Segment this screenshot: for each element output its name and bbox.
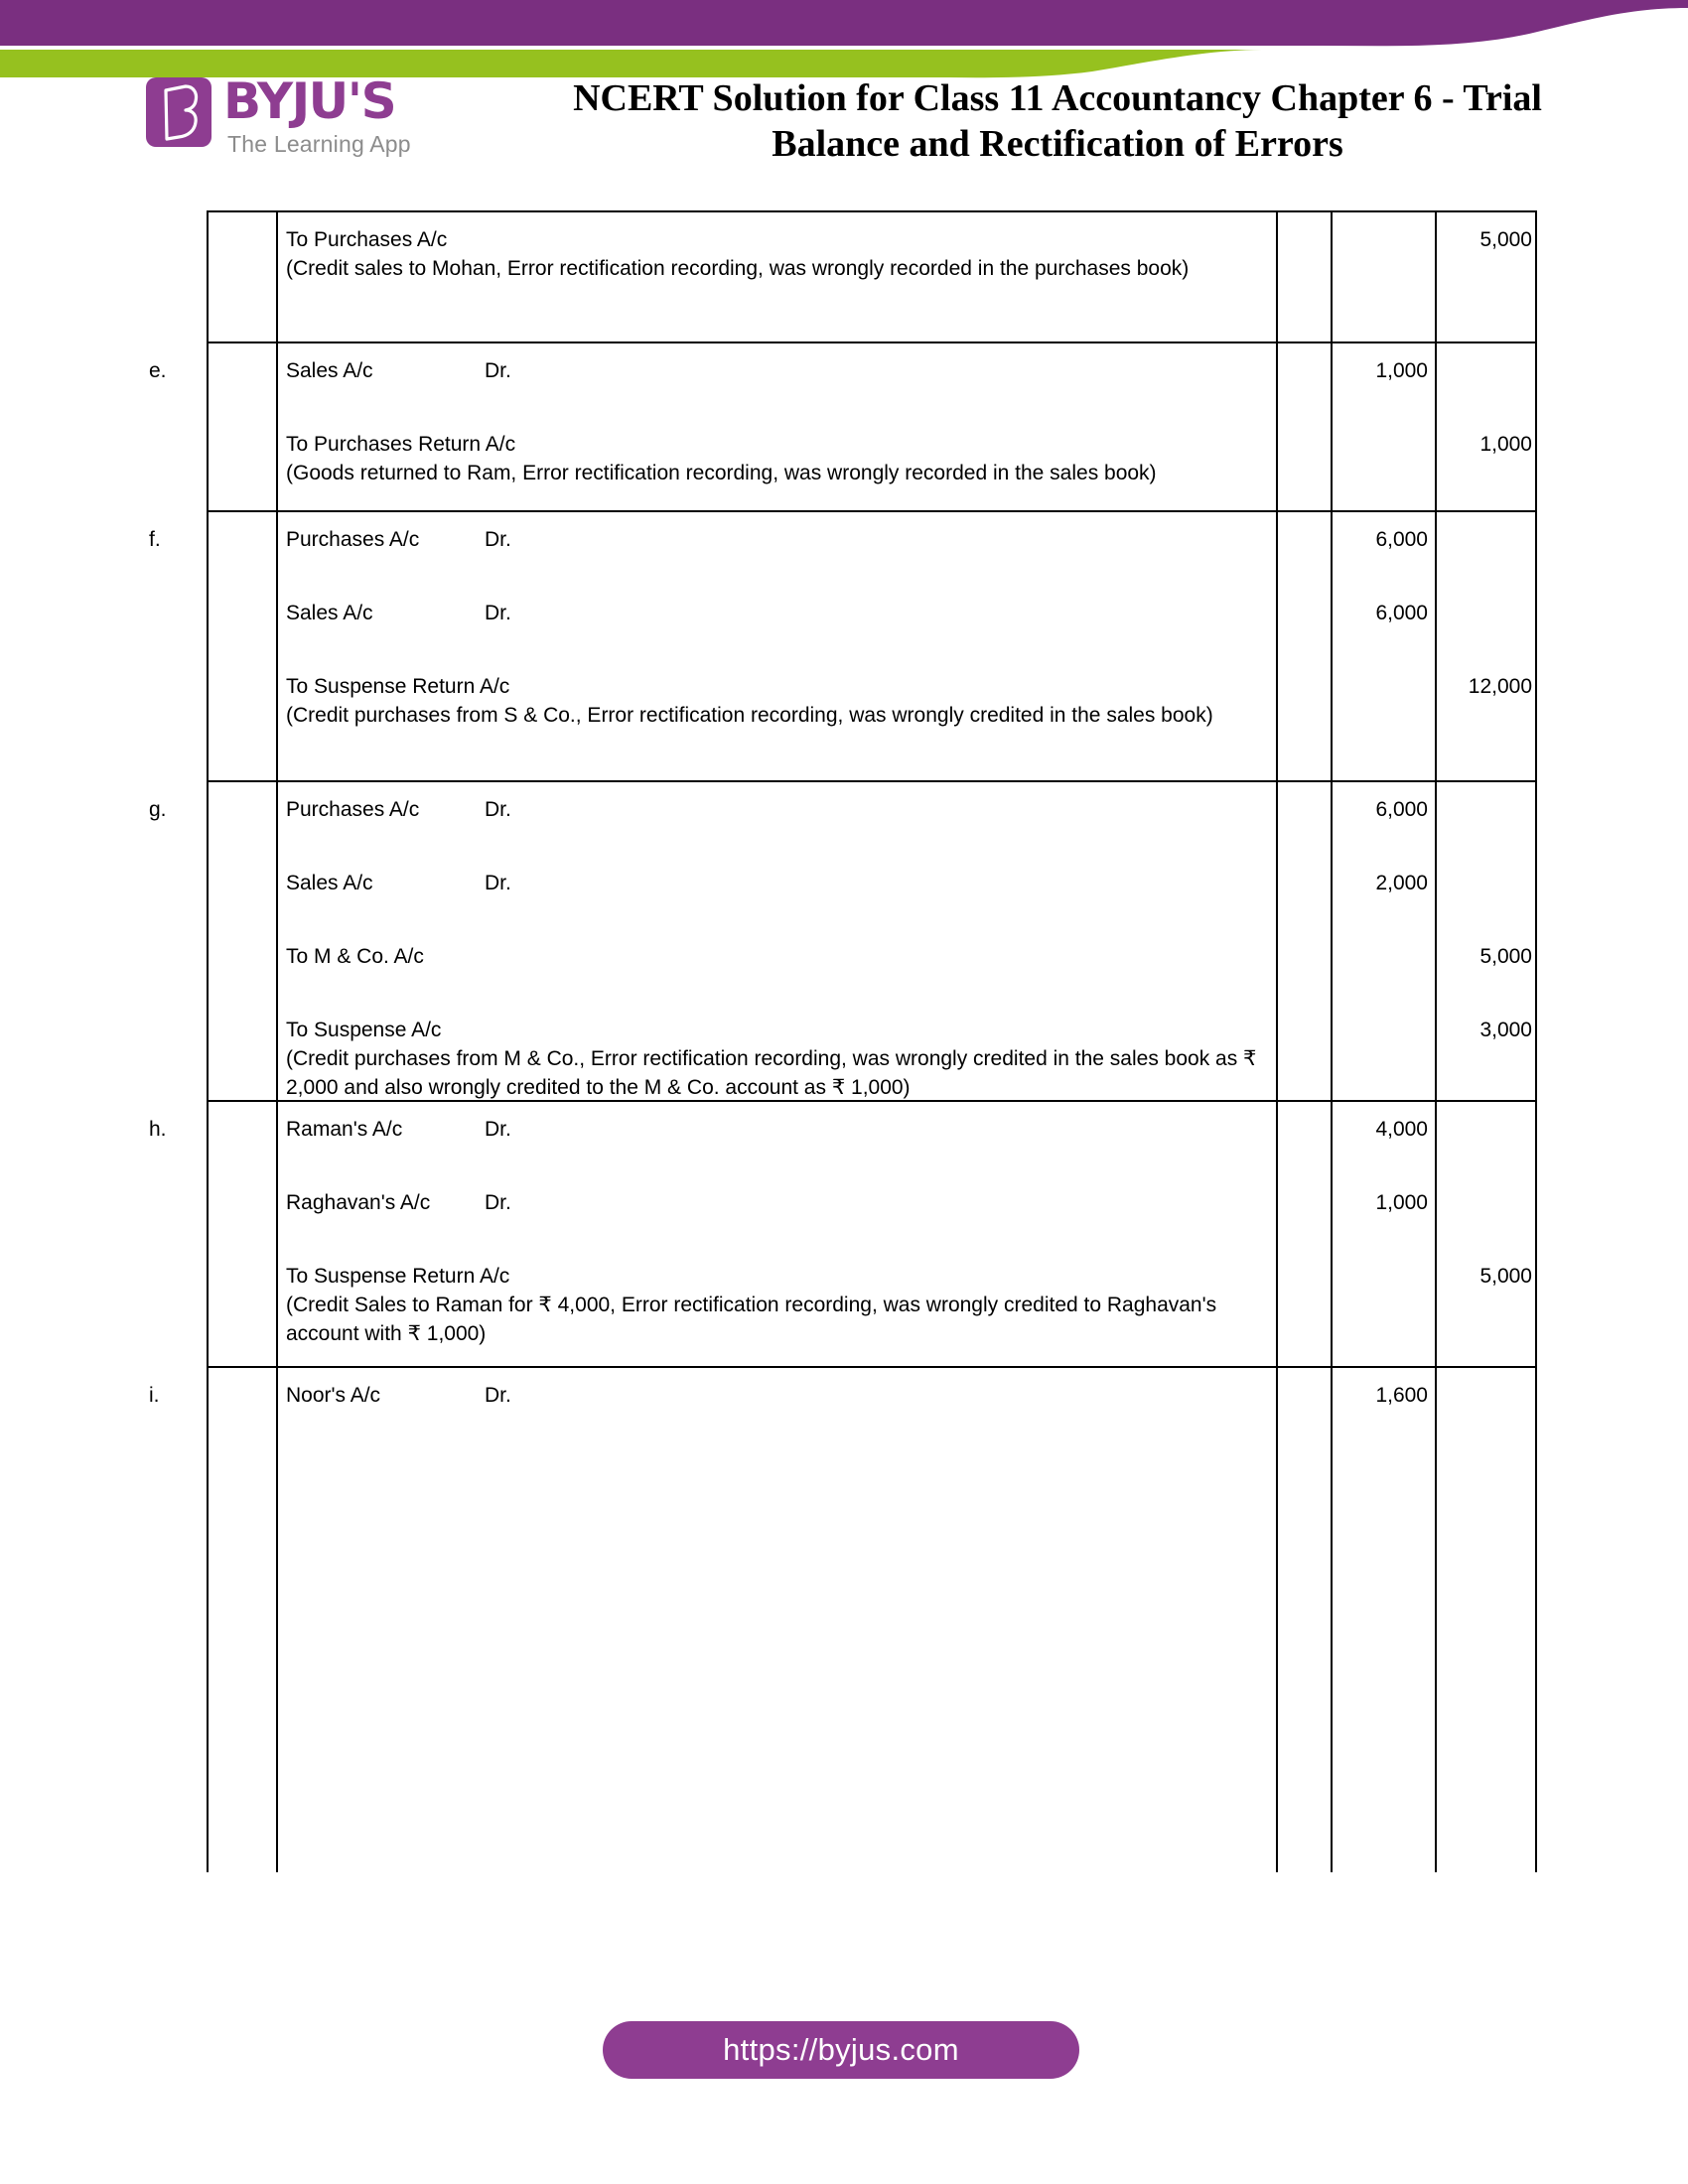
journal-entry	[286, 1263, 1267, 1349]
journal-entry-account-line	[286, 357, 1267, 386]
journal-dr-marker: Dr.	[485, 872, 511, 894]
journal-row	[149, 1100, 1535, 1366]
journal-credit-amount: 3,000	[1479, 1019, 1532, 1041]
journal-row	[149, 341, 1535, 510]
journal-debit-amount: 1,000	[1375, 1191, 1428, 1214]
byjus-logo	[146, 72, 434, 167]
journal-credit-amount: 5,000	[1479, 945, 1532, 968]
journal-entry	[286, 431, 1267, 488]
journal-debit-amount: 2,000	[1375, 872, 1428, 894]
journal-credit-amount: 12,000	[1468, 675, 1532, 698]
journal-dr-marker: Dr.	[485, 602, 511, 624]
journal-entry-account-line	[286, 1382, 1267, 1411]
journal-debit-amount: 4,000	[1375, 1118, 1428, 1141]
journal-account-name: Purchases A/c	[286, 798, 420, 821]
journal-dr-marker: Dr.	[485, 1118, 511, 1141]
journal-row-letter: g.	[149, 798, 167, 821]
journal-entry-account-line	[286, 526, 1267, 555]
logo-tagline: The Learning App	[227, 131, 411, 157]
journal-credit-amount: 1,000	[1479, 433, 1532, 456]
journal-entry	[286, 673, 1267, 731]
journal-account-name: Purchases A/c	[286, 528, 420, 551]
journal-debit-amount: 1,600	[1375, 1384, 1428, 1407]
journal-entry-account-line	[286, 600, 1267, 628]
page-title-line2: Balance and Rectification of Errors	[772, 123, 1343, 166]
byjus-b-mark-icon	[146, 77, 211, 147]
journal-account-name: Sales A/c	[286, 602, 373, 624]
journal-row-letter: i.	[149, 1384, 160, 1407]
journal-row	[149, 780, 1535, 1100]
journal-entry	[286, 526, 1267, 555]
journal-row	[209, 210, 1535, 341]
journal-credit-amount: 5,000	[1479, 1265, 1532, 1288]
journal-debit-amount: 6,000	[1375, 602, 1428, 624]
journal-narration: (Credit sales to Mohan, Error rectification recording, was wrongly recorded in the purchases book)	[286, 256, 1190, 280]
journal-row	[149, 510, 1535, 780]
journal-entry	[286, 1382, 1267, 1411]
journal-account-name: Sales A/c	[286, 872, 373, 894]
journal-entry-account-line	[286, 1116, 1267, 1145]
journal-account-name: To Purchases Return A/c	[286, 433, 516, 456]
footer-website-url[interactable]: https://byjus.com	[603, 2021, 1079, 2079]
journal-row	[149, 1366, 1535, 1467]
journal-entry-account-line	[286, 226, 1267, 255]
journal-row-letter: h.	[149, 1118, 167, 1141]
journal-account-name: To Suspense A/c	[286, 1019, 442, 1041]
journal-entry-account-line	[286, 1263, 1267, 1292]
journal-account-name: To Suspense Return A/c	[286, 675, 510, 698]
journal-entry-account-line	[286, 796, 1267, 825]
journal-entry	[286, 1116, 1267, 1145]
journal-entry-account-line	[286, 1189, 1267, 1218]
journal-entry-account-line	[286, 431, 1267, 460]
journal-dr-marker: Dr.	[485, 798, 511, 821]
journal-row-letter: f.	[149, 528, 161, 551]
journal-account-name: Raghavan's A/c	[286, 1191, 431, 1214]
purple-band-shape	[0, 0, 1688, 46]
journal-account-name: To M & Co. A/c	[286, 945, 424, 968]
journal-dr-marker: Dr.	[485, 528, 511, 551]
page-title	[457, 75, 1658, 168]
journal-dr-marker: Dr.	[485, 1384, 511, 1407]
journal-entry	[286, 357, 1267, 386]
journal-account-name: Sales A/c	[286, 359, 373, 382]
journal-dr-marker: Dr.	[485, 1191, 511, 1214]
journal-account-name: To Suspense Return A/c	[286, 1265, 510, 1288]
journal-credit-amount: 5,000	[1479, 228, 1532, 251]
journal-row-letter: e.	[149, 359, 167, 382]
journal-entry-account-line	[286, 1017, 1267, 1045]
journal-entry	[286, 1189, 1267, 1218]
journal-account-name: To Purchases A/c	[286, 228, 448, 251]
journal-debit-amount: 6,000	[1375, 798, 1428, 821]
green-band-shape	[0, 50, 1266, 77]
journal-narration: (Credit purchases from M & Co., Error rectification recording, was wrongly credited in the sales book as ₹ 2,000 and also wrongly credited to the M & Co. account as ₹ 1,000)	[286, 1046, 1257, 1099]
journal-entries-table	[149, 210, 1537, 1872]
journal-entry	[286, 943, 1267, 972]
header-decorative-bands	[0, 0, 1688, 79]
journal-debit-amount: 6,000	[1375, 528, 1428, 551]
journal-entry	[286, 1017, 1267, 1103]
journal-entry-account-line	[286, 870, 1267, 898]
journal-entry-account-line	[286, 943, 1267, 972]
journal-narration: (Goods returned to Ram, Error rectification recording, was wrongly recorded in the sales book)	[286, 461, 1157, 484]
journal-entry	[286, 226, 1267, 284]
journal-debit-amount: 1,000	[1375, 359, 1428, 382]
journal-account-name: Noor's A/c	[286, 1384, 381, 1407]
journal-entry	[286, 600, 1267, 628]
journal-narration: (Credit Sales to Raman for ₹ 4,000, Error rectification recording, was wrongly credited to Raghavan's account with ₹ 1,000)	[286, 1293, 1217, 1345]
logo-wordmark: BYJU'S	[223, 72, 396, 130]
journal-entry-account-line	[286, 673, 1267, 702]
page-title-line1: NCERT Solution for Class 11 Accountancy Chapter 6 - Trial	[573, 77, 1542, 119]
journal-entry	[286, 870, 1267, 898]
journal-entry	[286, 796, 1267, 825]
journal-narration: (Credit purchases from S & Co., Error rectification recording, was wrongly credited in the sales book)	[286, 703, 1213, 727]
journal-dr-marker: Dr.	[485, 359, 511, 382]
journal-account-name: Raman's A/c	[286, 1118, 403, 1141]
